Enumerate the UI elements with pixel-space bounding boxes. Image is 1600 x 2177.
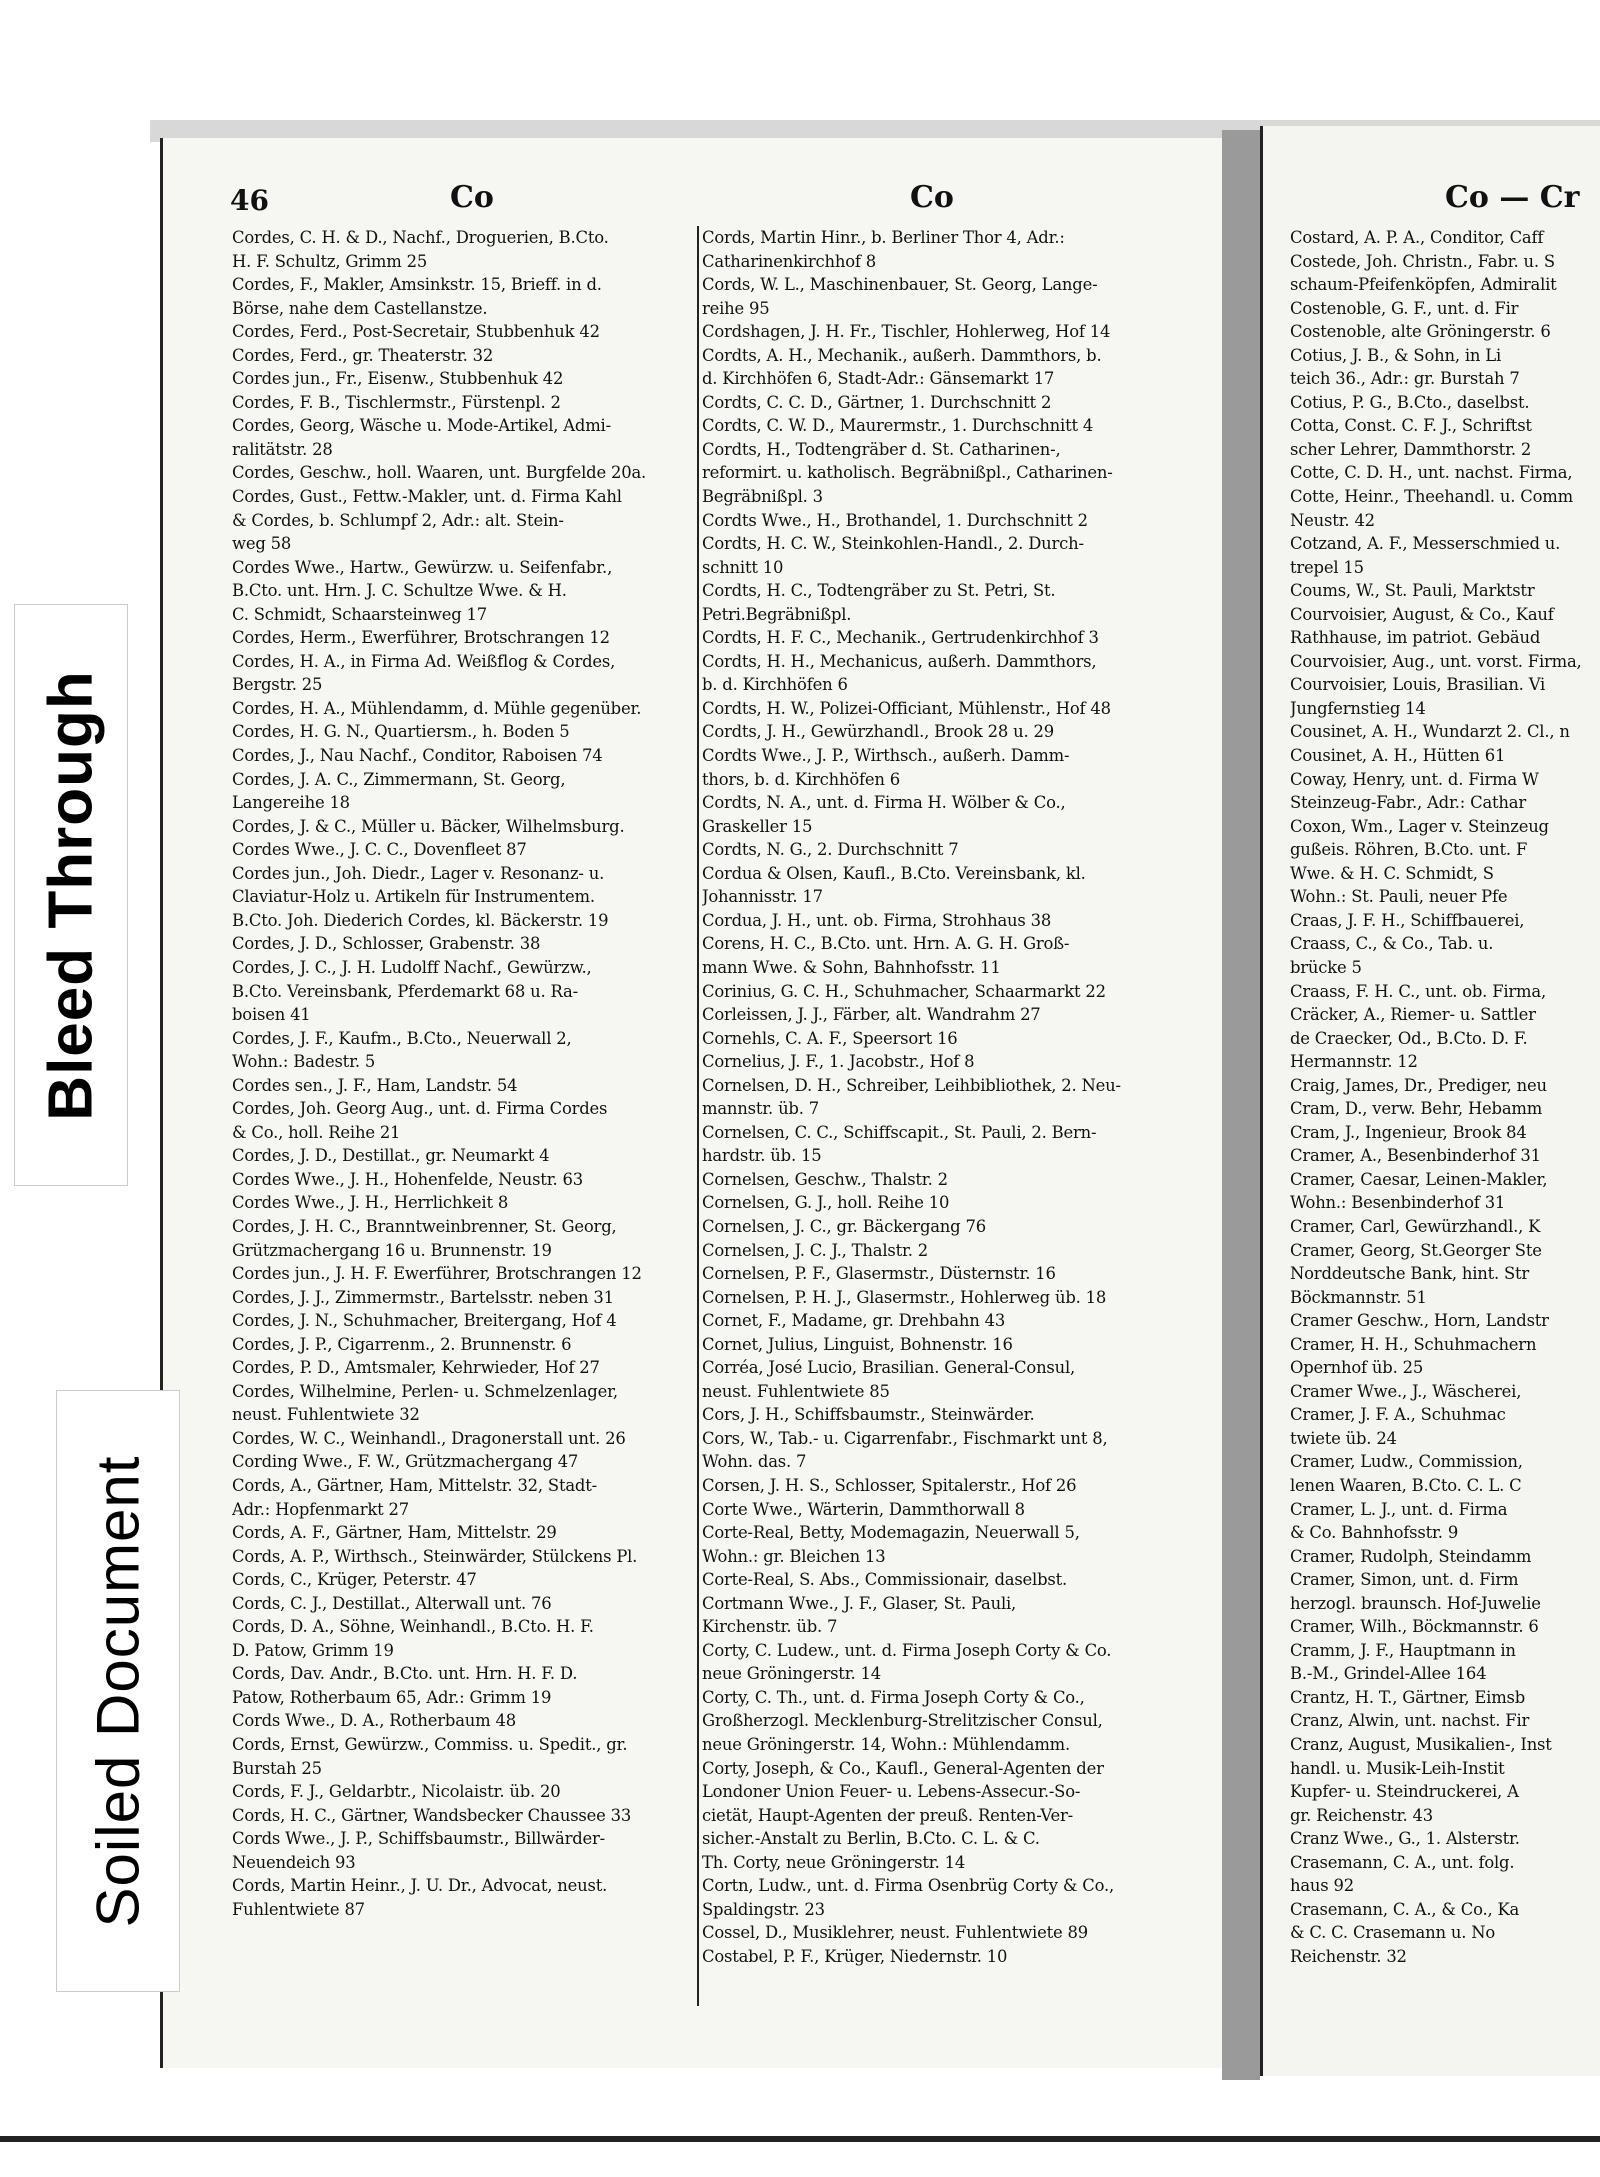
directory-entry-line: neust. Fuhlentwiete 32 <box>232 1405 420 1425</box>
directory-entry-line: Langereihe 18 <box>232 793 350 813</box>
directory-entry-line: Cordes, J. D., Destillat., gr. Neumarkt 4 <box>232 1146 550 1166</box>
directory-entry-line: Cordes jun., J. H. F. Ewerführer, Brotschrangen 12 <box>232 1264 642 1284</box>
directory-entry-line: Costenoble, alte Gröningerstr. 6 <box>1290 322 1551 342</box>
directory-entry-line: Cordes, Ferd., gr. Theaterstr. 32 <box>232 345 494 365</box>
soiled-document-label <box>56 1390 180 1992</box>
directory-entry-line: de Craecker, Od., B.Cto. D. F. <box>1290 1028 1528 1048</box>
directory-entry-line: Cornelsen, J. C. J., Thalstr. 2 <box>702 1240 929 1260</box>
directory-entry-line: Neustr. 42 <box>1290 510 1375 530</box>
directory-entry-line: Cordes sen., J. F., Ham, Landstr. 54 <box>232 1075 518 1095</box>
directory-entry-line: Cordts Wwe., J. P., Wirthsch., außerh. Damm- <box>702 746 1070 766</box>
directory-entry-line: Cords, Martin Heinr., J. U. Dr., Advocat, neust. <box>232 1876 608 1896</box>
directory-entry-line: Cordes, Georg, Wäsche u. Mode-Artikel, Admi- <box>232 416 611 436</box>
directory-entry-line: Cortmann Wwe., J. F., Glaser, St. Pauli, <box>702 1593 1017 1613</box>
directory-entry-line: Cordes Wwe., J. H., Herrlichkeit 8 <box>232 1193 509 1213</box>
directory-entry-line: Burstah 25 <box>232 1758 322 1778</box>
column-divider <box>697 226 699 2006</box>
directory-entry-line: Cräcker, A., Riemer- u. Sattler <box>1290 1005 1536 1025</box>
directory-entry-line: Spaldingstr. 23 <box>702 1899 825 1919</box>
directory-entry-line: Cramer, L. J., unt. d. Firma <box>1290 1499 1508 1519</box>
directory-entry-line: Cordua, J. H., unt. ob. Firma, Strohhaus 38 <box>702 910 1052 930</box>
directory-entry-line: Cramer, A., Besenbinderhof 31 <box>1290 1146 1541 1166</box>
directory-entry-line: Kirchenstr. üb. 7 <box>702 1617 838 1637</box>
directory-entry-line: Cordes, J. C., J. H. Ludolff Nachf., Gewürzw., <box>232 957 592 977</box>
directory-entry-line: Wohn. das. 7 <box>702 1452 807 1472</box>
directory-entry-line: Cotzand, A. F., Messerschmied u. <box>1290 534 1561 554</box>
directory-entry-line: schnitt 10 <box>702 557 784 577</box>
directory-entry-line: Cordes, H. A., Mühlendamm, d. Mühle gegenüber. <box>232 698 642 718</box>
directory-entry-line: b. d. Kirchhöfen 6 <box>702 675 848 695</box>
directory-entry-line: Costenoble, G. F., unt. d. Fir <box>1290 298 1519 318</box>
directory-entry-line: Cordts, N. G., 2. Durchschnitt 7 <box>702 840 959 860</box>
directory-entry-line: reihe 95 <box>702 298 770 318</box>
directory-entry-line: teich 36., Adr.: gr. Burstah 7 <box>1290 369 1520 389</box>
directory-entry-line: Wwe. & H. C. Schmidt, S <box>1290 863 1494 883</box>
directory-entry-line: Cords, H. C., Gärtner, Wandsbecker Chaussee 33 <box>232 1805 632 1825</box>
directory-entry-line: Cramer, Simon, unt. d. Firm <box>1290 1570 1519 1590</box>
directory-entry-line: Cordes, Wilhelmine, Perlen- u. Schmelzenlager, <box>232 1381 618 1401</box>
directory-entry-line: Cordes jun., Fr., Eisenw., Stubbenhuk 42 <box>232 369 564 389</box>
directory-entry-line: weg 58 <box>232 534 292 554</box>
directory-entry-line: Costard, A. P. A., Conditor, Caff <box>1290 228 1544 247</box>
directory-entry-line: Cornelius, J. F., 1. Jacobstr., Hof 8 <box>702 1052 975 1072</box>
directory-entry-line: Cossel, D., Musiklehrer, neust. Fuhlentwiete 89 <box>702 1923 1088 1943</box>
directory-entry-line: Cordts, C. C. D., Gärtner, 1. Durchschnitt 2 <box>702 392 1052 412</box>
directory-entry-line: Crantz, H. T., Gärtner, Eimsb <box>1290 1687 1526 1707</box>
directory-entry-line: Wohn.: Besenbinderhof 31 <box>1290 1193 1506 1213</box>
directory-entry-line: Reichenstr. 32 <box>1290 1946 1407 1966</box>
directory-entry-line: brücke 5 <box>1290 957 1362 977</box>
directory-entry-line: H. F. Schultz, Grimm 25 <box>232 251 428 271</box>
directory-entry-line: Cords, W. L., Maschinenbauer, St. Georg, Lange- <box>702 275 1098 295</box>
directory-entry-line: Steinzeug-Fabr., Adr.: Cathar <box>1290 793 1526 813</box>
directory-entry-line: Coway, Henry, unt. d. Firma W <box>1290 769 1539 789</box>
directory-entry-line: ralitätstr. 28 <box>232 439 333 459</box>
directory-entry-line: lenen Waaren, B.Cto. C. L. C <box>1290 1475 1522 1495</box>
directory-entry-line: Cornelsen, C. C., Schiffscapit., St. Pauli, 2. Bern- <box>702 1122 1097 1142</box>
directory-entry-line: twiete üb. 24 <box>1290 1428 1397 1448</box>
directory-entry-line: Cors, W., Tab.- u. Cigarrenfabr., Fischmarkt unt 8, <box>702 1428 1108 1448</box>
directory-entry-line: Craass, F. H. C., unt. ob. Firma, <box>1290 981 1546 1001</box>
directory-entry-line: Cordes Wwe., J. C. C., Dovenfleet 87 <box>232 840 527 860</box>
directory-entry-line: Cordts, N. A., unt. d. Firma H. Wölber & Co., <box>702 793 1066 813</box>
directory-entry-line: Coums, W., St. Pauli, Marktstr <box>1290 581 1535 601</box>
directory-entry-line: Corréa, José Lucio, Brasilian. General-Consul, <box>702 1358 1076 1378</box>
directory-entry-line: neue Gröningerstr. 14 <box>702 1664 882 1684</box>
directory-entry-line: Cordts, H. C. W., Steinkohlen-Handl., 2. Durch- <box>702 534 1084 554</box>
directory-entry-line: Cordts, J. H., Gewürzhandl., Brook 28 u. 29 <box>702 722 1054 742</box>
directory-entry-line: Cotius, J. B., & Sohn, in Li <box>1290 345 1501 365</box>
directory-entry-line: Cordes, F. B., Tischlermstr., Fürstenpl. 2 <box>232 392 561 412</box>
directory-entry-line: B.-M., Grindel-Allee 164 <box>1290 1664 1487 1684</box>
directory-entry-line: Kupfer- u. Steindruckerei, A <box>1290 1782 1519 1802</box>
directory-entry-line: d. Kirchhöfen 6, Stadt-Adr.: Gänsemarkt 17 <box>702 369 1055 389</box>
directory-entry-line: Cornehls, C. A. F., Speersort 16 <box>702 1028 958 1048</box>
directory-entry-line: Jungfernstieg 14 <box>1290 698 1426 718</box>
directory-entry-line: Cordes jun., Joh. Diedr., Lager v. Resonanz- u. <box>232 863 605 883</box>
directory-entry-line: Cornet, F., Madame, gr. Drehbahn 43 <box>702 1311 1006 1331</box>
directory-entry-line: Cords Wwe., J. P., Schiffsbaumstr., Billwärder- <box>232 1829 605 1849</box>
directory-entry-line: haus 92 <box>1290 1876 1354 1896</box>
directory-entry-line: Cotta, Const. C. F. J., Schriftst <box>1290 416 1532 436</box>
directory-entry-line: Cramer, H. H., Schuhmachern <box>1290 1334 1537 1354</box>
directory-entry-line: Cornelsen, P. F., Glasermstr., Düsternstr. 16 <box>702 1264 1056 1284</box>
directory-entry-line: Cordes, J. D., Schlosser, Grabenstr. 38 <box>232 934 541 954</box>
directory-entry-line: Cranz, Alwin, unt. nachst. Fir <box>1290 1711 1530 1731</box>
directory-entry-line: schaum-Pfeifenköpfen, Admiralit <box>1290 275 1557 295</box>
directory-entry-line: Cordts, H., Todtengräber d. St. Catharinen-, <box>702 439 1061 459</box>
directory-entry-line: Patow, Rotherbaum 65, Adr.: Grimm 19 <box>232 1687 552 1707</box>
directory-column-left <box>232 226 697 1921</box>
directory-entry-line: Cors, J. H., Schiffsbaumstr., Steinwärder. <box>702 1405 1035 1425</box>
directory-entry-line: Cotius, P. G., B.Cto., daselbst. <box>1290 392 1530 412</box>
directory-entry-line: Cordes, Geschw., holl. Waaren, unt. Burgfelde 20a. <box>232 463 647 483</box>
directory-entry-line: Cramer, Georg, St.Georger Ste <box>1290 1240 1542 1260</box>
directory-entry-line: Cram, D., verw. Behr, Hebamm <box>1290 1099 1543 1119</box>
directory-entry-line: Grützmachergang 16 u. Brunnenstr. 19 <box>232 1240 552 1260</box>
directory-entry-line: Craig, James, Dr., Prediger, neu <box>1290 1075 1547 1095</box>
directory-entry-line: Cordes, J. H. C., Branntweinbrenner, St. Georg, <box>232 1216 617 1236</box>
directory-entry-line: Cornet, Julius, Linguist, Bohnenstr. 16 <box>702 1334 1013 1354</box>
directory-column-middle <box>702 226 1180 1968</box>
directory-entry-line: Cordes, Gust., Fettw.-Makler, unt. d. Firma Kahl <box>232 487 622 507</box>
directory-entry-line: B.Cto. Joh. Diederich Cordes, kl. Bäckerstr. 19 <box>232 910 609 930</box>
directory-entry-line: Cordes, J. J., Zimmermstr., Bartelsstr. neben 31 <box>232 1287 614 1307</box>
directory-entry-line: Cordes, C. H. & D., Nachf., Droguerien, B.Cto. <box>232 228 609 247</box>
directory-entry-line: Cords, C., Krüger, Peterstr. 47 <box>232 1570 477 1590</box>
directory-entry-line: Graskeller 15 <box>702 816 813 836</box>
directory-entry-line: Cordes, J. & C., Müller u. Bäcker, Wilhelmsburg. <box>232 816 625 836</box>
directory-entry-line: Corty, C. Ludew., unt. d. Firma Joseph Corty & Co. <box>702 1640 1112 1660</box>
directory-entry-line: Cordts, H. F. C., Mechanik., Gertrudenkirchhof 3 <box>702 628 1099 648</box>
directory-entry-line: Cotte, C. D. H., unt. nachst. Firma, <box>1290 463 1573 483</box>
directory-entry-line: Cramm, J. F., Hauptmann in <box>1290 1640 1516 1660</box>
directory-entry-line: Cotte, Heinr., Theehandl. u. Comm <box>1290 487 1573 507</box>
directory-entry-line: Catharinenkirchhof 8 <box>702 251 876 271</box>
directory-entry-line: Corty, Joseph, & Co., Kaufl., General-Agenten der <box>702 1758 1104 1778</box>
directory-entry-line: Norddeutsche Bank, hint. Str <box>1290 1264 1530 1284</box>
directory-entry-line: & C. C. Crasemann u. No <box>1290 1923 1496 1943</box>
directory-entry-line: cietät, Haupt-Agenten der preuß. Renten-Ver- <box>702 1805 1073 1825</box>
directory-entry-line: thors, b. d. Kirchhöfen 6 <box>702 769 900 789</box>
directory-entry-line: Cords, A. P., Wirthsch., Steinwärder, Stülckens Pl. <box>232 1546 638 1566</box>
directory-entry-line: B.Cto. unt. Hrn. J. C. Schultze Wwe. & H. <box>232 581 567 601</box>
directory-entry-line: Cordts, H. C., Todtengräber zu St. Petri, St. <box>702 581 1056 601</box>
directory-entry-line: Courvoisier, Aug., unt. vorst. Firma, <box>1290 651 1582 671</box>
directory-entry-line: & Co., holl. Reihe 21 <box>232 1122 401 1142</box>
directory-entry-line: Cordes, F., Makler, Amsinkstr. 15, Brieff. in d. <box>232 275 602 295</box>
directory-entry-line: Crasemann, C. A., & Co., Ka <box>1290 1899 1520 1919</box>
directory-entry-line: Cordes, Ferd., Post-Secretair, Stubbenhuk 42 <box>232 322 600 342</box>
directory-entry-line: Corte Wwe., Wärterin, Dammthorwall 8 <box>702 1499 1025 1519</box>
directory-entry-line: Cousinet, A. H., Wundarzt 2. Cl., n <box>1290 722 1570 742</box>
directory-entry-line: Londoner Union Feuer- u. Lebens-Assecur.-So- <box>702 1782 1081 1802</box>
directory-entry-line: Cramer, Ludw., Commission, <box>1290 1452 1523 1472</box>
directory-entry-line: Crasemann, C. A., unt. folg. <box>1290 1852 1515 1872</box>
directory-entry-line: Cordts, C. W. D., Maurermstr., 1. Durchschnitt 4 <box>702 416 1094 436</box>
directory-entry-line: C. Schmidt, Schaarsteinweg 17 <box>232 604 487 624</box>
directory-entry-line: Cornelsen, J. C., gr. Bäckergang 76 <box>702 1216 986 1236</box>
directory-entry-line: Cordes Wwe., Hartw., Gewürzw. u. Seifenfabr., <box>232 557 613 577</box>
directory-entry-line: Cordts Wwe., H., Brothandel, 1. Durchschnitt 2 <box>702 510 1088 530</box>
bleed-through-text: Bleed Through <box>36 669 106 1121</box>
directory-entry-line: Corens, H. C., B.Cto. unt. Hrn. A. G. H. Groß- <box>702 934 1070 954</box>
directory-entry-line: Wohn.: gr. Bleichen 13 <box>702 1546 886 1566</box>
directory-entry-line: Cordes Wwe., J. H., Hohenfelde, Neustr. 63 <box>232 1169 584 1189</box>
directory-column-right <box>1290 226 1600 1968</box>
bleed-through-label <box>14 604 128 1186</box>
directory-entry-line: Cortn, Ludw., unt. d. Firma Osenbrüg Corty & Co., <box>702 1876 1114 1896</box>
directory-entry-line: Cords, F. J., Geldarbtr., Nicolaistr. üb. 20 <box>232 1782 561 1802</box>
directory-entry-line: Cordua & Olsen, Kaufl., B.Cto. Vereinsbank, kl. <box>702 863 1086 883</box>
directory-entry-line: Adr.: Hopfenmarkt 27 <box>232 1499 410 1519</box>
directory-entry-line: Wohn.: Badestr. 5 <box>232 1052 376 1072</box>
directory-entry-line: Cords, Ernst, Gewürzw., Commiss. u. Spedit., gr. <box>232 1735 628 1754</box>
scan-edge-line <box>0 2136 1600 2142</box>
directory-entry-line: gußeis. Röhren, B.Cto. unt. F <box>1290 840 1528 860</box>
directory-entry-line: handl. u. Musik-Leih-Instit <box>1290 1758 1505 1778</box>
directory-entry-line: Claviatur-Holz u. Artikeln für Instrumentem. <box>232 887 595 907</box>
directory-entry-line: sicher.-Anstalt zu Berlin, B.Cto. C. L. & C. <box>702 1829 1040 1849</box>
directory-entry-line: Cords, Martin Hinr., b. Berliner Thor 4, Adr.: <box>702 228 1065 247</box>
directory-entry-line: Corleissen, J. J., Färber, alt. Wandrahm 27 <box>702 1005 1041 1025</box>
directory-entry-line: Cramer, J. F. A., Schuhmac <box>1290 1405 1506 1425</box>
directory-entry-line: Cordes, W. C., Weinhandl., Dragonerstall unt. 26 <box>232 1428 626 1448</box>
directory-entry-line: Wohn.: St. Pauli, neuer Pfe <box>1290 887 1508 907</box>
directory-entry-line: Cording Wwe., F. W., Grützmachergang 47 <box>232 1452 579 1472</box>
scan-bottom-margin <box>0 2080 1600 2177</box>
directory-entry-line: Cornelsen, P. H. J., Glasermstr., Hohlerweg üb. 18 <box>702 1287 1107 1307</box>
directory-entry-line: Cornelsen, G. J., holl. Reihe 10 <box>702 1193 950 1213</box>
running-head-left: Co <box>450 180 494 215</box>
directory-entry-line: Opernhof üb. 25 <box>1290 1358 1424 1378</box>
directory-entry-line: Cordes, J. A. C., Zimmermann, St. Georg, <box>232 769 566 789</box>
directory-entry-line: herzogl. braunsch. Hof-Juwelie <box>1290 1593 1541 1613</box>
directory-entry-line: Cranz Wwe., G., 1. Alsterstr. <box>1290 1829 1520 1849</box>
directory-entry-line: reformirt. u. katholisch. Begräbnißpl., Catharinen- <box>702 463 1113 483</box>
directory-entry-line: Cordes, J., Nau Nachf., Conditor, Raboisen 74 <box>232 746 603 766</box>
directory-entry-line: Böckmannstr. 51 <box>1290 1287 1427 1307</box>
directory-entry-line: scher Lehrer, Dammthorstr. 2 <box>1290 439 1532 459</box>
directory-entry-line: Cords, A., Gärtner, Ham, Mittelstr. 32, Stadt- <box>232 1475 597 1495</box>
directory-entry-line: D. Patow, Grimm 19 <box>232 1640 394 1660</box>
directory-entry-line: Cords, A. F., Gärtner, Ham, Mittelstr. 29 <box>232 1523 557 1543</box>
directory-entry-line: hardstr. üb. 15 <box>702 1146 822 1166</box>
directory-entry-line: Cordes, Joh. Georg Aug., unt. d. Firma Cordes <box>232 1099 608 1119</box>
page-number: 46 <box>230 184 269 217</box>
directory-entry-line: Cords, Dav. Andr., B.Cto. unt. Hrn. H. F. D. <box>232 1664 578 1684</box>
directory-entry-line: Fuhlentwiete 87 <box>232 1899 365 1919</box>
directory-entry-line: Cousinet, A. H., Hütten 61 <box>1290 746 1506 766</box>
directory-entry-line: boisen 41 <box>232 1005 311 1025</box>
directory-entry-line: Cramer, Wilh., Böckmannstr. 6 <box>1290 1617 1539 1637</box>
directory-entry-line: Großherzogl. Mecklenburg-Strelitzischer Consul, <box>702 1711 1103 1731</box>
directory-entry-line: Costabel, P. F., Krüger, Niedernstr. 10 <box>702 1946 1008 1966</box>
running-head-right: Co — Cr <box>1445 180 1580 215</box>
directory-entry-line: Corinius, G. C. H., Schuhmacher, Schaarmarkt 22 <box>702 981 1106 1001</box>
directory-entry-line: Johannisstr. 17 <box>702 887 823 907</box>
directory-entry-line: Cramer Wwe., J., Wäscherei, <box>1290 1381 1522 1401</box>
directory-entry-line: Coxon, Wm., Lager v. Steinzeug <box>1290 816 1549 836</box>
directory-entry-line: Costede, Joh. Christn., Fabr. u. S <box>1290 251 1555 271</box>
directory-entry-line: Corty, C. Th., unt. d. Firma Joseph Corty & Co., <box>702 1687 1085 1707</box>
directory-entry-line: Cordshagen, J. H. Fr., Tischler, Hohlerweg, Hof 14 <box>702 322 1111 342</box>
directory-entry-line: Börse, nahe dem Castellanstze. <box>232 298 488 318</box>
directory-entry-line: Cordes, J. F., Kaufm., B.Cto., Neuerwall 2, <box>232 1028 572 1048</box>
directory-entry-line: Cords, C. J., Destillat., Alterwall unt. 76 <box>232 1593 552 1613</box>
directory-entry-line: neue Gröningerstr. 14, Wohn.: Mühlendamm. <box>702 1735 1071 1754</box>
directory-entry-line: Cramer, Rudolph, Steindamm <box>1290 1546 1532 1566</box>
directory-entry-line: Cram, J., Ingenieur, Brook 84 <box>1290 1122 1527 1142</box>
directory-entry-line: Petri.Begräbnißpl. <box>702 604 852 624</box>
directory-entry-line: Cordts, H. W., Polizei-Officiant, Mühlenstr., Hof 48 <box>702 698 1111 718</box>
directory-entry-line: Begräbnißpl. 3 <box>702 487 823 507</box>
book-gutter <box>1222 130 1260 2080</box>
directory-entry-line: gr. Reichenstr. 43 <box>1290 1805 1433 1825</box>
directory-entry-line: Rathhause, im patriot. Gebäud <box>1290 628 1541 648</box>
directory-entry-line: Cornelsen, Geschw., Thalstr. 2 <box>702 1169 948 1189</box>
running-head-middle: Co <box>910 180 954 215</box>
directory-entry-line: Cornelsen, D. H., Schreiber, Leihbibliothek, 2. Neu- <box>702 1075 1121 1095</box>
directory-entry-line: Th. Corty, neue Gröningerstr. 14 <box>702 1852 966 1872</box>
directory-entry-line: B.Cto. Vereinsbank, Pferdemarkt 68 u. Ra- <box>232 981 578 1001</box>
directory-entry-line: Neuendeich 93 <box>232 1852 356 1872</box>
directory-entry-line: mannstr. üb. 7 <box>702 1099 819 1119</box>
directory-entry-line: Cordes, Herm., Ewerführer, Brotschrangen 12 <box>232 628 610 648</box>
directory-entry-line: Corsen, J. H. S., Schlosser, Spitalerstr., Hof 26 <box>702 1475 1077 1495</box>
directory-entry-line: Cordes, J. P., Cigarrenm., 2. Brunnenstr. 6 <box>232 1334 572 1354</box>
directory-entry-line: Cordes, J. N., Schuhmacher, Breitergang, Hof 4 <box>232 1311 617 1331</box>
directory-entry-line: Cordts, A. H., Mechanik., außerh. Dammthors, b. <box>702 345 1102 365</box>
directory-entry-line: & Cordes, b. Schlumpf 2, Adr.: alt. Stein- <box>232 510 564 530</box>
directory-entry-line: mann Wwe. & Sohn, Bahnhofsstr. 11 <box>702 957 1001 977</box>
directory-entry-line: Corte-Real, Betty, Modemagazin, Neuerwall 5, <box>702 1523 1080 1543</box>
directory-entry-line: Cordes, H. G. N., Quartiersm., h. Boden 5 <box>232 722 570 742</box>
directory-entry-line: Courvoisier, August, & Co., Kauf <box>1290 604 1554 624</box>
directory-entry-line: Cordes, P. D., Amtsmaler, Kehrwieder, Hof 27 <box>232 1358 600 1378</box>
directory-entry-line: Craass, C., & Co., Tab. u. <box>1290 934 1494 954</box>
directory-entry-line: Hermannstr. 12 <box>1290 1052 1418 1072</box>
directory-entry-line: Corte-Real, S. Abs., Commissionair, daselbst. <box>702 1570 1067 1590</box>
directory-entry-line: Cords Wwe., D. A., Rotherbaum 48 <box>232 1711 516 1731</box>
directory-entry-line: neust. Fuhlentwiete 85 <box>702 1381 890 1401</box>
directory-entry-line: Cramer, Caesar, Leinen-Makler, <box>1290 1169 1548 1189</box>
directory-entry-line: Cranz, August, Musikalien-, Inst <box>1290 1735 1552 1754</box>
soiled-document-text: Soiled Document <box>84 1455 152 1927</box>
directory-entry-line: Cordes, H. A., in Firma Ad. Weißflog & Cordes, <box>232 651 616 671</box>
directory-entry-line: Cords, D. A., Söhne, Weinhandl., B.Cto. H. F. <box>232 1617 594 1637</box>
directory-entry-line: Cordts, H. H., Mechanicus, außerh. Dammthors, <box>702 651 1097 671</box>
directory-entry-line: Courvoisier, Louis, Brasilian. Vi <box>1290 675 1546 695</box>
directory-entry-line: Bergstr. 25 <box>232 675 323 695</box>
directory-entry-line: trepel 15 <box>1290 557 1364 577</box>
directory-entry-line: & Co. Bahnhofsstr. 9 <box>1290 1523 1459 1543</box>
directory-entry-line: Cramer, Carl, Gewürzhandl., K <box>1290 1216 1541 1236</box>
directory-entry-line: Craas, J. F. H., Schiffbauerei, <box>1290 910 1525 930</box>
directory-entry-line: Cramer Geschw., Horn, Landstr <box>1290 1311 1549 1331</box>
